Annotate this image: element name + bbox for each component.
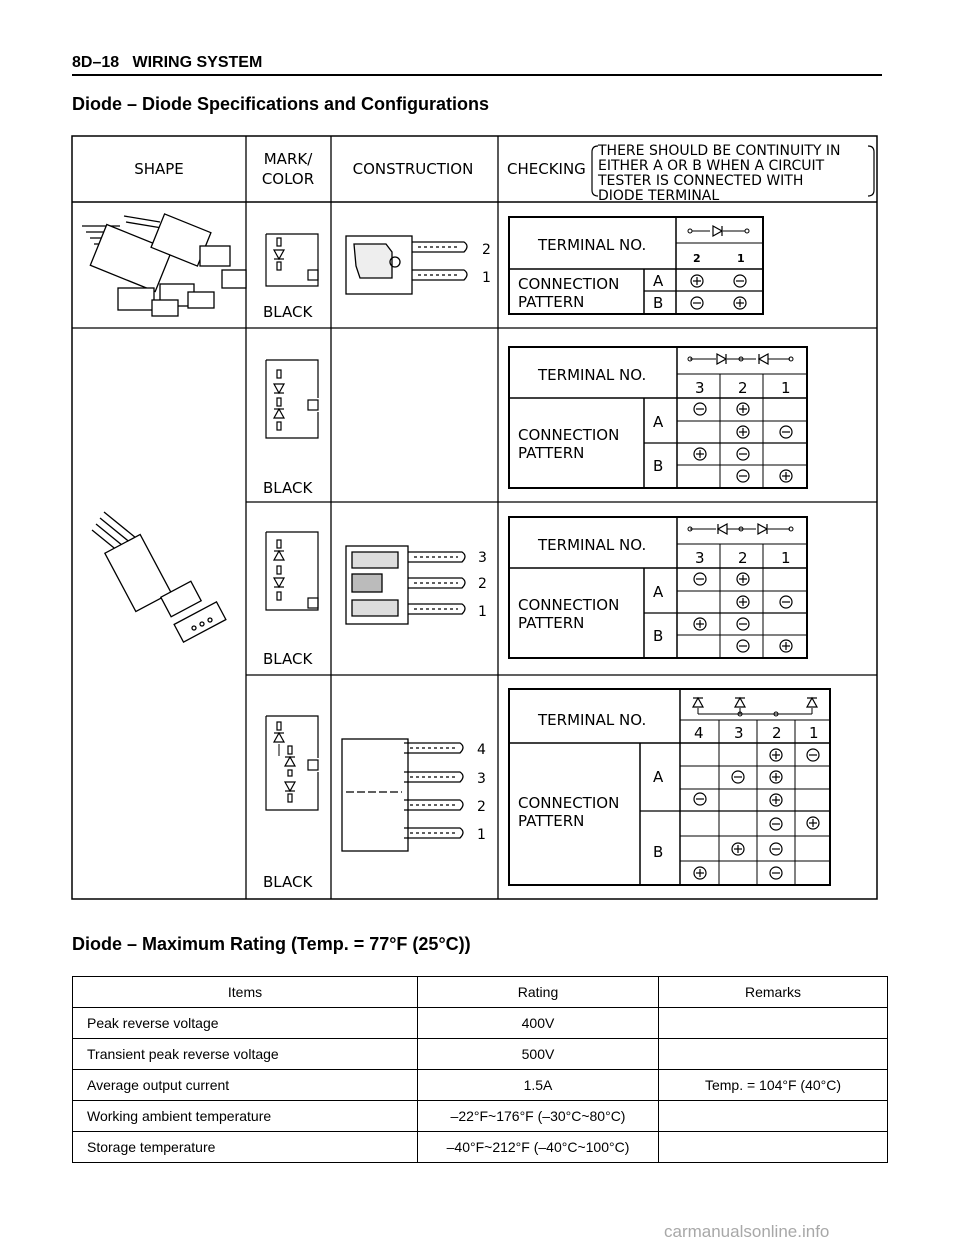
table-row xyxy=(73,1132,888,1163)
col-color: COLOR xyxy=(261,170,315,188)
table-row xyxy=(73,1039,888,1070)
rating-item: Average output current xyxy=(73,1070,418,1101)
rating-remark xyxy=(659,1008,888,1039)
row1-terminal-1: 1 xyxy=(737,252,745,265)
row2-terminal-1: 1 xyxy=(781,379,791,397)
spec-title: Diode – Diode Specifications and Configurations xyxy=(72,94,490,114)
connector-3pin-illustration xyxy=(92,512,226,642)
construction-4pin xyxy=(342,739,463,851)
row4-label-4: 4 xyxy=(477,742,486,758)
col-construction: CONSTRUCTION xyxy=(352,160,474,178)
row1-color: BLACK xyxy=(263,303,313,321)
checking-note-4: DIODE TERMINAL xyxy=(598,188,720,204)
row3-label-1: 1 xyxy=(478,604,487,620)
rating-remark xyxy=(659,1101,888,1132)
rating-remark xyxy=(659,1039,888,1070)
row3-terminal-3: 3 xyxy=(695,549,705,567)
rating-title: Diode – Maximum Rating (Temp. = 77°F (25°C)) xyxy=(72,934,471,954)
rating-value: 400V xyxy=(418,1008,659,1039)
section-name: WIRING SYSTEM xyxy=(132,54,263,71)
construction-2pin xyxy=(346,236,467,294)
construction-3pin xyxy=(346,546,465,624)
table-row xyxy=(73,1101,888,1132)
col-checking: CHECKING xyxy=(507,160,586,178)
rating-value: –22°F~176°F (–30°C~80°C) xyxy=(418,1101,659,1132)
diode-mark-symbol-2 xyxy=(266,360,318,438)
table-row xyxy=(73,1008,888,1039)
rating-header-row xyxy=(73,977,888,1008)
row4-pattern-a: A xyxy=(653,768,664,786)
checking-note-2: EITHER A OR B WHEN A CIRCUIT xyxy=(598,158,825,174)
row1-connection: CONNECTION xyxy=(518,275,620,293)
table-row xyxy=(73,1070,888,1101)
rating-header-rating: Rating xyxy=(418,977,659,1008)
rating-remark xyxy=(659,1132,888,1163)
rating-header-remarks: Remarks xyxy=(659,977,888,1008)
row4-color: BLACK xyxy=(263,873,313,891)
checking-note-3: TESTER IS CONNECTED WITH xyxy=(598,173,804,189)
row1-pattern-a: A xyxy=(653,272,664,290)
rating-item: Transient peak reverse voltage xyxy=(73,1039,418,1070)
row1-terminal-label: TERMINAL NO. xyxy=(538,236,647,254)
row4-terminal-label: TERMINAL NO. xyxy=(538,711,647,729)
row1-terminal-2: 2 xyxy=(693,252,701,265)
row3-terminal-1: 1 xyxy=(781,549,791,567)
row2-terminal-label: TERMINAL NO. xyxy=(538,366,647,384)
diode-mark-symbol-3 xyxy=(266,532,318,610)
row2-terminal-3: 3 xyxy=(695,379,705,397)
row1-pattern-b: B xyxy=(653,294,664,312)
row4-connection: CONNECTION xyxy=(518,794,620,812)
row3-color: BLACK xyxy=(263,650,313,668)
rating-item: Peak reverse voltage xyxy=(73,1008,418,1039)
row3-pattern-b: B xyxy=(653,627,664,645)
row2-terminal-2: 2 xyxy=(738,379,748,397)
rating-header-items: Items xyxy=(73,977,418,1008)
page-ref: 8D–18 xyxy=(72,54,120,71)
diode-mark-symbol-4 xyxy=(266,716,318,810)
rating-item: Storage temperature xyxy=(73,1132,418,1163)
row4-terminal-1: 1 xyxy=(809,724,819,742)
row4-terminal-4: 4 xyxy=(694,724,704,742)
rating-value: 500V xyxy=(418,1039,659,1070)
row2-connection: CONNECTION xyxy=(518,426,620,444)
checking-note-1: THERE SHOULD BE CONTINUITY IN xyxy=(598,143,841,159)
row4-pattern-b: B xyxy=(653,843,664,861)
row3-pattern-a: A xyxy=(653,583,664,601)
row3-label-2: 2 xyxy=(478,576,487,592)
row4-label-1: 1 xyxy=(477,827,486,843)
row4-label-3: 3 xyxy=(477,771,486,787)
row4-pattern: PATTERN xyxy=(518,812,585,830)
row2-pattern: PATTERN xyxy=(518,444,585,462)
row3-label-3: 3 xyxy=(478,550,487,566)
row3-connection: CONNECTION xyxy=(518,596,620,614)
row3-terminal-label: TERMINAL NO. xyxy=(538,536,647,554)
row2-pattern-b: B xyxy=(653,457,664,475)
connector-2pin-illustration xyxy=(82,214,246,316)
col-mark: MARK/ xyxy=(263,150,313,168)
row2-pattern-a: A xyxy=(653,413,664,431)
col-shape: SHAPE xyxy=(134,160,184,178)
rating-remark: Temp. = 104°F (40°C) xyxy=(659,1070,888,1101)
row3-pattern: PATTERN xyxy=(518,614,585,632)
row1-pattern: PATTERN xyxy=(518,293,585,311)
row1-label-2: 2 xyxy=(482,242,491,258)
diode-mark-symbol xyxy=(266,234,318,286)
watermark: carmanualsonline.info xyxy=(664,1222,830,1241)
row2-color: BLACK xyxy=(263,479,313,497)
rating-table xyxy=(72,976,888,1163)
row4-terminal-2: 2 xyxy=(772,724,782,742)
rating-value: 1.5A xyxy=(418,1070,659,1101)
row1-label-1: 1 xyxy=(482,270,491,286)
row4-terminal-3: 3 xyxy=(734,724,744,742)
row3-terminal-2: 2 xyxy=(738,549,748,567)
rating-value: –40°F~212°F (–40°C~100°C) xyxy=(418,1132,659,1163)
row4-label-2: 2 xyxy=(477,799,486,815)
rating-item: Working ambient temperature xyxy=(73,1101,418,1132)
